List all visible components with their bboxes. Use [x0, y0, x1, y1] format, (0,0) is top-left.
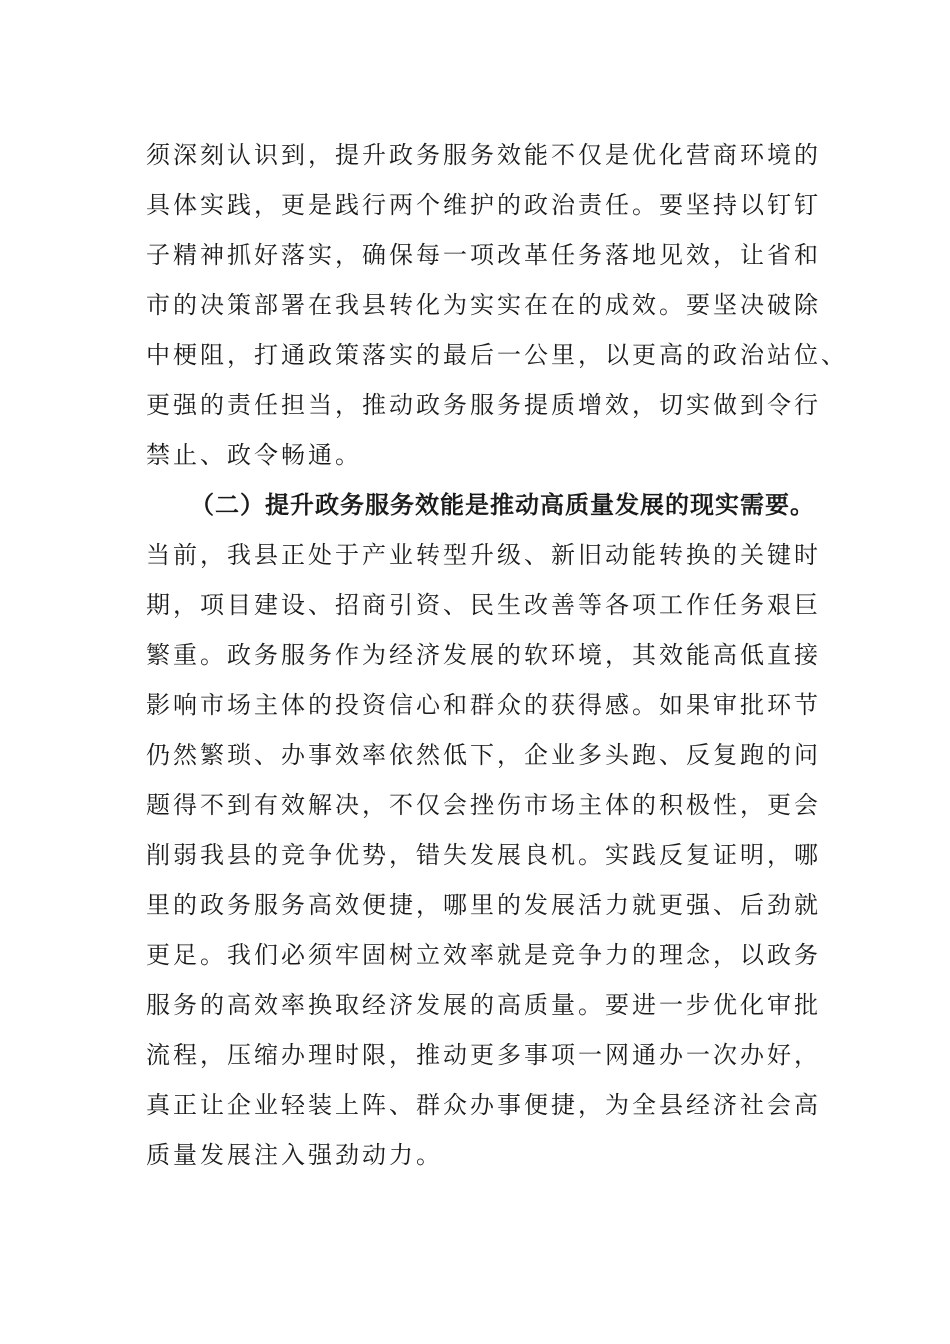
paragraph-line: 更足。我们必须牢固树立效率就是竞争力的理念，以政务 [146, 941, 821, 969]
section-heading: （二）提升政务服务效能是推动高质量发展的现实需要。 [190, 490, 815, 519]
paragraph-line: 具体实践，更是践行两个维护的政治责任。要坚持以钉钉 [146, 191, 821, 219]
paragraph-line: 市的决策部署在我县转化为实实在在的成效。要坚决破除 [146, 291, 821, 319]
paragraph-line: 繁重。政务服务作为经济发展的软环境，其效能高低直接 [146, 641, 821, 669]
paragraph-line: 流程，压缩办理时限，推动更多事项一网通办一次办好， [146, 1041, 821, 1069]
paragraph-line: 当前，我县正处于产业转型升级、新旧动能转换的关键时 [146, 541, 821, 569]
paragraph-line: 真正让企业轻装上阵、群众办事便捷，为全县经济社会高 [146, 1091, 821, 1119]
document-body [146, 130, 848, 1180]
paragraph-line: 子精神抓好落实，确保每一项改革任务落地见效，让省和 [146, 241, 821, 269]
paragraph-line: 仍然繁琐、办事效率依然低下，企业多头跑、反复跑的问 [146, 741, 821, 769]
paragraph-line: 须深刻认识到，提升政务服务效能不仅是优化营商环境的 [146, 141, 821, 169]
paragraph-line: 中梗阻，打通政策落实的最后一公里，以更高的政治站位、 [146, 341, 848, 369]
paragraph-line: 禁止、政令畅通。 [146, 441, 362, 469]
paragraph-line: 更强的责任担当，推动政务服务提质增效，切实做到令行 [146, 391, 821, 419]
paragraph-line: 削弱我县的竞争优势，错失发展良机。实践反复证明，哪 [146, 841, 821, 869]
paragraph-line: 里的政务服务高效便捷，哪里的发展活力就更强、后劲就 [146, 891, 821, 919]
paragraph-line: 期，项目建设、招商引资、民生改善等各项工作任务艰巨 [146, 591, 821, 619]
paragraph-line: 题得不到有效解决，不仅会挫伤市场主体的积极性，更会 [146, 791, 821, 819]
paragraph-line: 影响市场主体的投资信心和群众的获得感。如果审批环节 [146, 691, 821, 719]
paragraph-line: 服务的高效率换取经济发展的高质量。要进一步优化审批 [146, 991, 821, 1019]
paragraph-line: 质量发展注入强劲动力。 [146, 1141, 443, 1169]
